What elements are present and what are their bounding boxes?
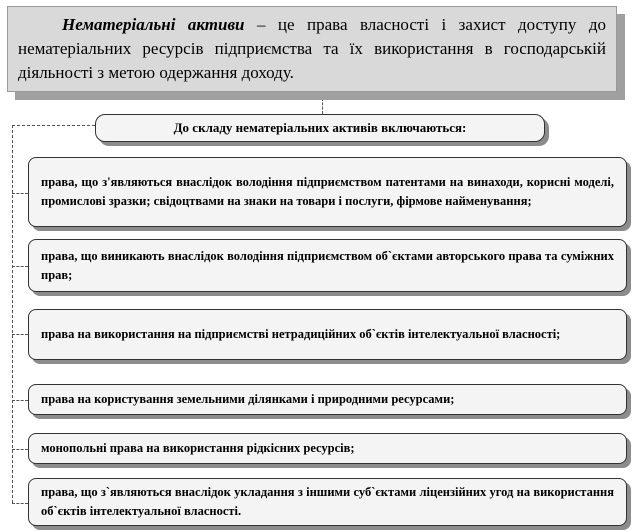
list-item-text: права, що виникають внаслідок володіння підприємством об`єктами авторського права та суміжних прав; <box>41 248 614 282</box>
list-item-nontraditional-ip <box>28 309 627 360</box>
list-item-text: права на використання на підприємстві нетрадиційних об`єктів інтелектуальної власності; <box>41 327 561 341</box>
list-item-patent-rights <box>28 157 627 227</box>
list-item-land-resources <box>28 384 627 415</box>
definition-body: – це права власності і захист доступу до нематеріальних ресурсів підприємства та їх використання в господарській діяльності з метою одержання доходу. <box>18 15 606 82</box>
list-item-text: права, що з'являються внаслідок володіння підприємством патентами на винаходи, корисні моделі, промислові зразки; свідоцтвами на знаки на товари і послуги, фірмове найменування; <box>41 175 614 208</box>
connector-header-to-subheading <box>322 98 323 114</box>
connector-item-1 <box>12 193 28 194</box>
connector-subheading-left <box>12 125 95 126</box>
definition-term: Нематеріальні активи <box>62 15 245 34</box>
connector-item-4 <box>12 400 28 401</box>
definition-box <box>7 6 617 92</box>
list-item-monopoly-rights <box>28 433 627 464</box>
list-item-copyright-rights <box>28 239 627 292</box>
connector-trunk <box>12 125 13 503</box>
connector-item-6 <box>12 503 28 504</box>
subheading-box <box>95 114 545 142</box>
list-item-text: права на користування земельними ділянками і природними ресурсами; <box>41 392 455 406</box>
connector-item-2 <box>12 266 28 267</box>
list-item-text: монопольні права на використання рідкісних ресурсів; <box>41 441 355 455</box>
definition-text <box>18 13 606 85</box>
list-item-text: права, що з`являються внаслідок укладання з іншими суб`єктами ліцензійних угод на використання об`єктів інтелектуальної власності. <box>41 485 614 518</box>
connector-item-5 <box>12 449 28 450</box>
subheading-text: До складу нематеріальних активів включаються: <box>173 120 467 135</box>
connector-item-3 <box>12 334 28 335</box>
list-item-license-agreements <box>28 478 627 526</box>
